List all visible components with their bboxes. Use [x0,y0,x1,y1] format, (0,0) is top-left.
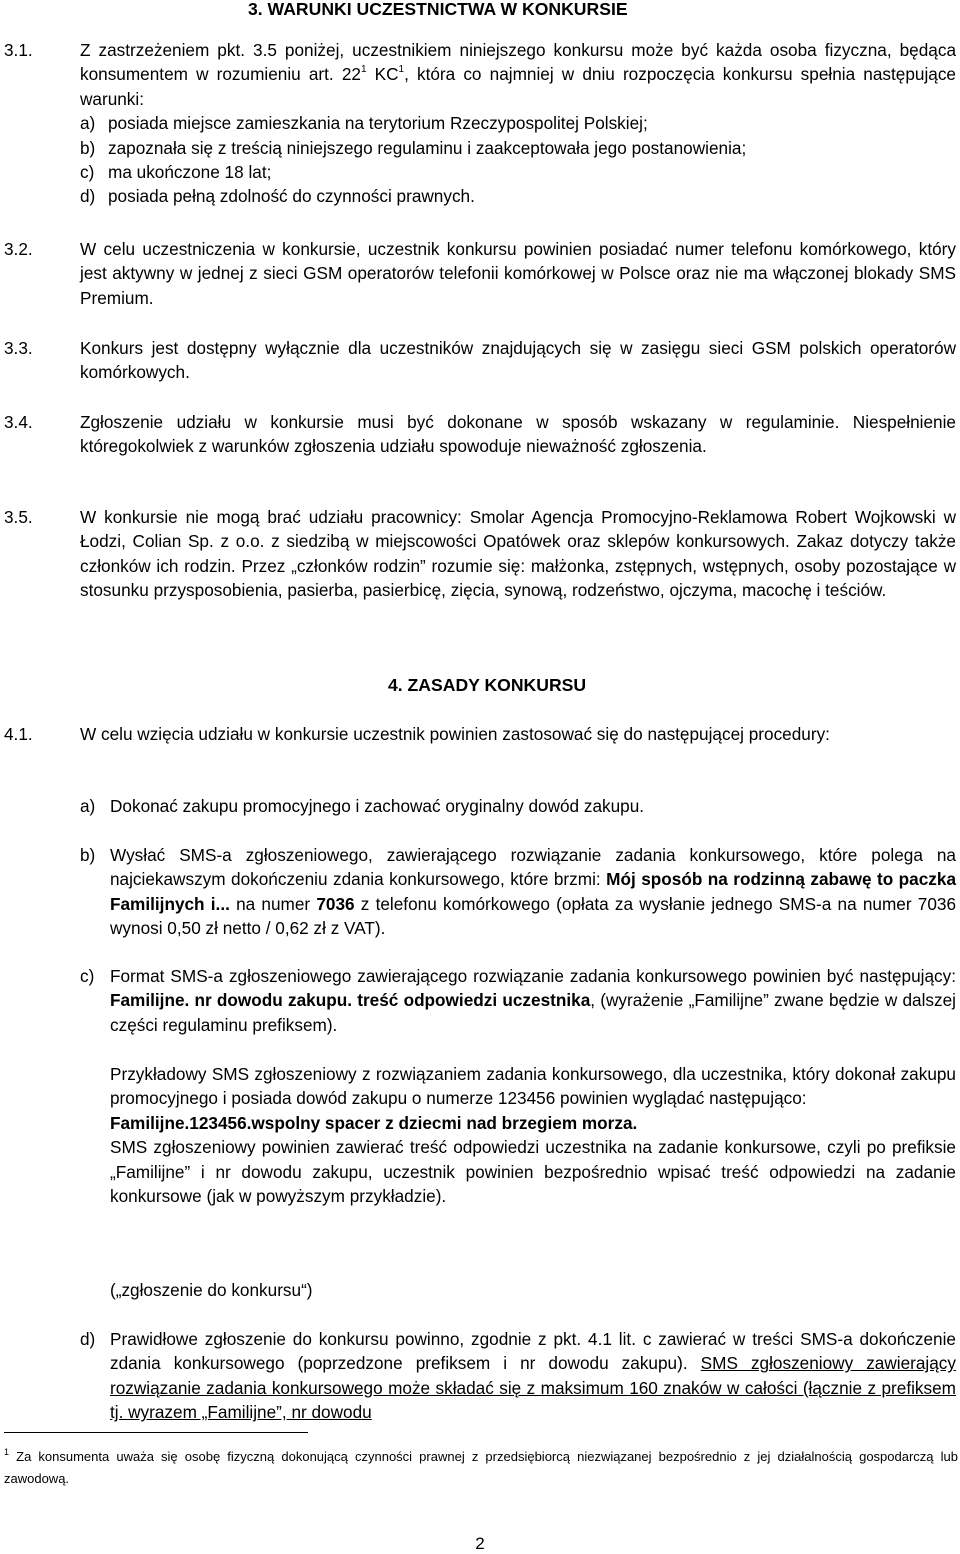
step-c-example: Przykładowy SMS zgłoszeniowy z rozwiązaniem zadania konkursowego, dla uczestnika, który dokonał zakupu promocyjnego i posiada dowód zakupu o numerze 123456 powinien wyglądać następująco: Familijne.123456.wspolny spacer z dziecmi nad brzegiem morza. SMS zgłoszeniowy powinien zawierać treść odpowiedzi uczestnika na zadanie konkursowe, czyli po prefiksie „Familijne” i nr dowodu zakupu, uczestnik powinien bezpośrednio wpisać treść odpowiedzi na zadanie konkursowe (jak w powyższym przykładzie). [110,1064,956,1207]
point-3-1 [80,38,956,209]
point-3-2-number: 3.2. [4,239,33,259]
condition-item: b) zapoznała się z treścią niniejszego regulaminu i zaakceptowała jego postanowienia; [80,137,747,158]
point-3-5: W konkursie nie mogą brać udziału pracownicy: Smolar Agencja Promocyjno-Reklamowa Robert Wojkowski w Łodzi, Colian Sp. z o.o. z siedzibą w miejscowości Opatówek oraz sklepów konkursowych. Zakaz dotyczy także członków ich rodzin. Przez „członków rodzin” rozumie się: małżonka, zstępnych, wstępnych, osoby pozostające w stosunku przysposobienia, pasierba, pasierbicę, zięcia, synową, rodzeństwo, ojczyma, macochę i teściów. [80,507,956,601]
section-4-title: 4. ZASADY KONKURSU [388,675,587,695]
point-3-4: Zgłoszenie udziału w konkursie musi być dokonane w sposób wskazany w regulaminie. Niespełnienie któregokolwiek z warunków zgłoszenia udziału spowoduje nieważność zgłoszenia. [80,412,956,457]
contest-sentence: Mój sposób na rodzinną zabawę to paczka Familijnych i... [110,869,957,914]
point-3-2: W celu uczestniczenia w konkursie, uczestnik konkursu powinien posiadać numer telefonu komórkowego, który jest aktywny w jednej z sieci GSM operatorów telefonii komórkowej w Polsce oraz nie ma włączonej blokady SMS Premium. [80,239,956,308]
condition-item: d) posiada pełną zdolność do czynności prawnych. [80,186,475,207]
sms-example: Familijne.123456.wspolny spacer z dziecmi nad brzegiem morza. [110,1112,638,1133]
sms-format: Familijne. nr dowodu zakupu. treść odpowiedzi uczestnika [110,990,591,1011]
step-a: a) Dokonać zakupu promocyjnego i zachować oryginalny dowód zakupu. [80,796,645,816]
footnote-ref: 1 [360,63,367,75]
step-b: b) Wysłać SMS-a zgłoszeniowego, zawierającego rozwiązanie zadania konkursowego, które polega na najciekawszym dokończeniu zdania konkursowego, które brzmi: Mój sposób na rodzinną zabawę to paczka Familijnych i... na numer 7036 z telefonu komórkowego (opłata za wysłanie jednego SMS-a na numer 7036 wynosi 0,50 zł netto / 0,62 zł z VAT). [80,845,957,939]
step-d: d) Prawidłowe zgłoszenie do konkursu powinno, zgodnie z pkt. 4.1 lit. c zawierać w treści SMS-a dokończenie zdania konkursowego (poprzedzone prefiksem i nr dowodu zakupu). SMS zgłoszeniowy zawierający rozwiązanie zadania konkursowego może składać się z maksimum 160 znaków w całości (łącznie z prefiksem tj. wyrazem „Familijne”, nr dowodu [80,1329,956,1423]
footnote-divider [4,1432,308,1433]
sms-number: 7036 [316,893,355,914]
condition-item: c) ma ukończone 18 lat; [80,162,272,183]
step-c: c) Format SMS-a zgłoszeniowego zawierającego rozwiązanie zadania konkursowego powinien być następujący: Familijne. nr dowodu zakupu. treść odpowiedzi uczestnika, (wyrażenie „Familijne” zwane będzie w dalszej części regulaminu prefiksem). [80,966,956,1035]
condition-item: a) posiada miejsce zamieszkania na terytorium Rzeczypospolitej Polskiej; [80,113,648,134]
point-3-3-number: 3.3. [4,338,33,358]
page-number: 2 [475,1534,485,1553]
sms-length-rule: SMS zgłoszeniowy zawierający rozwiązanie zadania konkursowego może składać się z maksimum 160 znaków w całości (łącznie z prefiksem tj. wyrazem „Familijne”, nr dowodu [110,1353,956,1423]
point-3-1-number: 3.1. [4,40,33,60]
point-3-1-intro: Z zastrzeżeniem pkt. 3.5 poniżej, uczestnikiem niniejszego konkursu może być każda osoba fizyczna, będąca konsumentem w rozumieniu art. $22^1$ $KC^1$, która co najmniej w dniu rozpoczęcia konkursu spełnia następujące warunki: [80,40,956,109]
step-c-note: („zgłoszenie do konkursu“) [110,1280,313,1300]
footnote-ref: 1 [398,63,405,75]
point-4-1-number: 4.1. [4,724,33,744]
point-3-4-number: 3.4. [4,412,33,432]
point-4-1-intro: W celu wzięcia udziału w konkursie uczestnik powinien zastosować się do następującej procedury: [80,724,830,744]
section-3-title: 3. WARUNKI UCZESTNICTWA W KONKURSIE [248,0,628,19]
point-3-5-number: 3.5. [4,507,33,527]
footnote: $^1$ Za konsumenta uważa się osobę fizyczną dokonującą czynności prawnej z przedsiębiorcą niezwiązanej bezpośrednio z jej działalnością gospodarczą lub zawodową. [4,1446,958,1486]
point-3-3: Konkurs jest dostępny wyłącznie dla uczestników znajdujących się w zasięgu sieci GSM polskich operatorów komórkowych. [80,338,956,383]
